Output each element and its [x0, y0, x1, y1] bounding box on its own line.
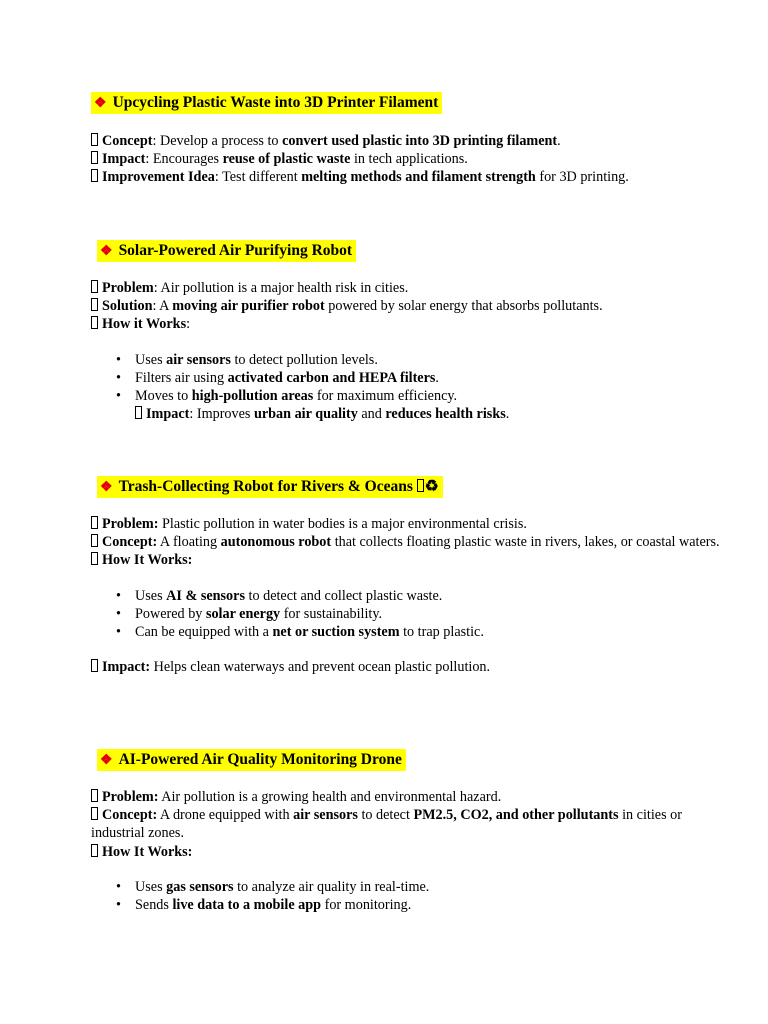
missing-glyph-icon	[135, 406, 142, 419]
section-upcycling	[91, 92, 731, 114]
section-drone	[91, 749, 731, 771]
missing-glyph-icon	[91, 659, 98, 672]
list-item: • Sends live data to a mobile app for monitoring.	[116, 897, 412, 914]
diamond-icon: ❖	[100, 753, 113, 768]
impact-line: Impact: Helps clean waterways and prevent ocean plastic pollution.	[91, 658, 731, 676]
missing-glyph-icon	[91, 316, 98, 329]
missing-glyph-icon	[91, 552, 98, 565]
bullet-list	[91, 587, 731, 642]
section-heading	[97, 476, 443, 498]
text-line: Concept: A floating autonomous robot that collects floating plastic waste in rivers, lakes, or coastal waters.	[91, 533, 723, 551]
list-item: • Uses air sensors to detect pollution levels.	[116, 351, 378, 368]
text-line: Problem: Air pollution is a major health risk in cities.	[91, 279, 731, 297]
section-drone-body	[91, 788, 731, 914]
missing-glyph-icon	[91, 516, 98, 529]
list-item: • Uses gas sensors to analyze air quality in real-time.	[116, 878, 430, 895]
text-line: How it Works:	[91, 315, 731, 333]
list-item: • Filters air using activated carbon and HEPA filters.	[116, 369, 439, 386]
section-title: AI-Powered Air Quality Monitoring Drone	[118, 751, 402, 768]
diamond-icon: ❖	[100, 480, 113, 495]
section-trash-robot	[91, 476, 731, 498]
text-line: Solution: A moving air purifier robot powered by solar energy that absorbs pollutants.	[91, 297, 731, 315]
list-item: • Uses AI & sensors to detect and collect plastic waste.	[116, 587, 443, 604]
bullet-list	[91, 878, 731, 914]
missing-glyph-icon	[91, 280, 98, 293]
missing-glyph-icon	[91, 807, 98, 820]
section-solar-robot-body	[91, 279, 731, 423]
text-line: Problem: Plastic pollution in water bodies is a major environmental crisis.	[91, 515, 731, 533]
section-heading	[97, 240, 356, 262]
missing-glyph-icon	[91, 133, 98, 146]
text-line: Impact: Encourages reuse of plastic waste in tech applications.	[91, 150, 731, 168]
section-title: Solar-Powered Air Purifying Robot	[118, 242, 353, 259]
missing-glyph-icon	[91, 534, 98, 547]
section-heading	[91, 92, 442, 114]
list-item: • Moves to high-pollution areas for maximum efficiency.	[116, 388, 458, 405]
text-line: How It Works:	[91, 551, 731, 569]
section-upcycling-body	[91, 132, 731, 187]
bullet-list	[91, 351, 731, 406]
text-line: Concept: Develop a process to convert used plastic into 3D printing filament.	[91, 132, 731, 150]
missing-glyph-icon	[91, 844, 98, 857]
missing-glyph-icon	[91, 298, 98, 311]
section-trash-robot-body	[91, 515, 731, 676]
missing-glyph-icon	[91, 169, 98, 182]
text-line: Concept: A drone equipped with air sensors to detect PM2.5, CO2, and other pollutants in cities or industrial zones.	[91, 807, 682, 842]
section-title: Trash-Collecting Robot for Rivers & Oceans	[118, 478, 413, 495]
list-item: • Powered by solar energy for sustainability.	[116, 605, 383, 622]
missing-glyph-icon	[91, 151, 98, 164]
missing-glyph-icon	[91, 789, 98, 802]
section-title: Upcycling Plastic Waste into 3D Printer Filament	[112, 94, 439, 111]
diamond-icon: ❖	[100, 244, 113, 259]
text-line: How It Works:	[91, 843, 731, 861]
section-heading	[97, 749, 406, 771]
text-line: Improvement Idea: Test different melting methods and filament strength for 3D printing.	[91, 168, 731, 186]
section-solar-robot	[91, 240, 731, 262]
recycle-icon: ♻	[424, 478, 439, 495]
missing-glyph-icon	[417, 479, 424, 492]
impact-line: Impact: Improves urban air quality and reduces health risks.	[91, 405, 731, 423]
diamond-icon: ❖	[94, 96, 107, 111]
list-item: • Can be equipped with a net or suction system to trap plastic.	[116, 624, 484, 641]
text-line: Problem: Air pollution is a growing health and environmental hazard.	[91, 788, 731, 806]
